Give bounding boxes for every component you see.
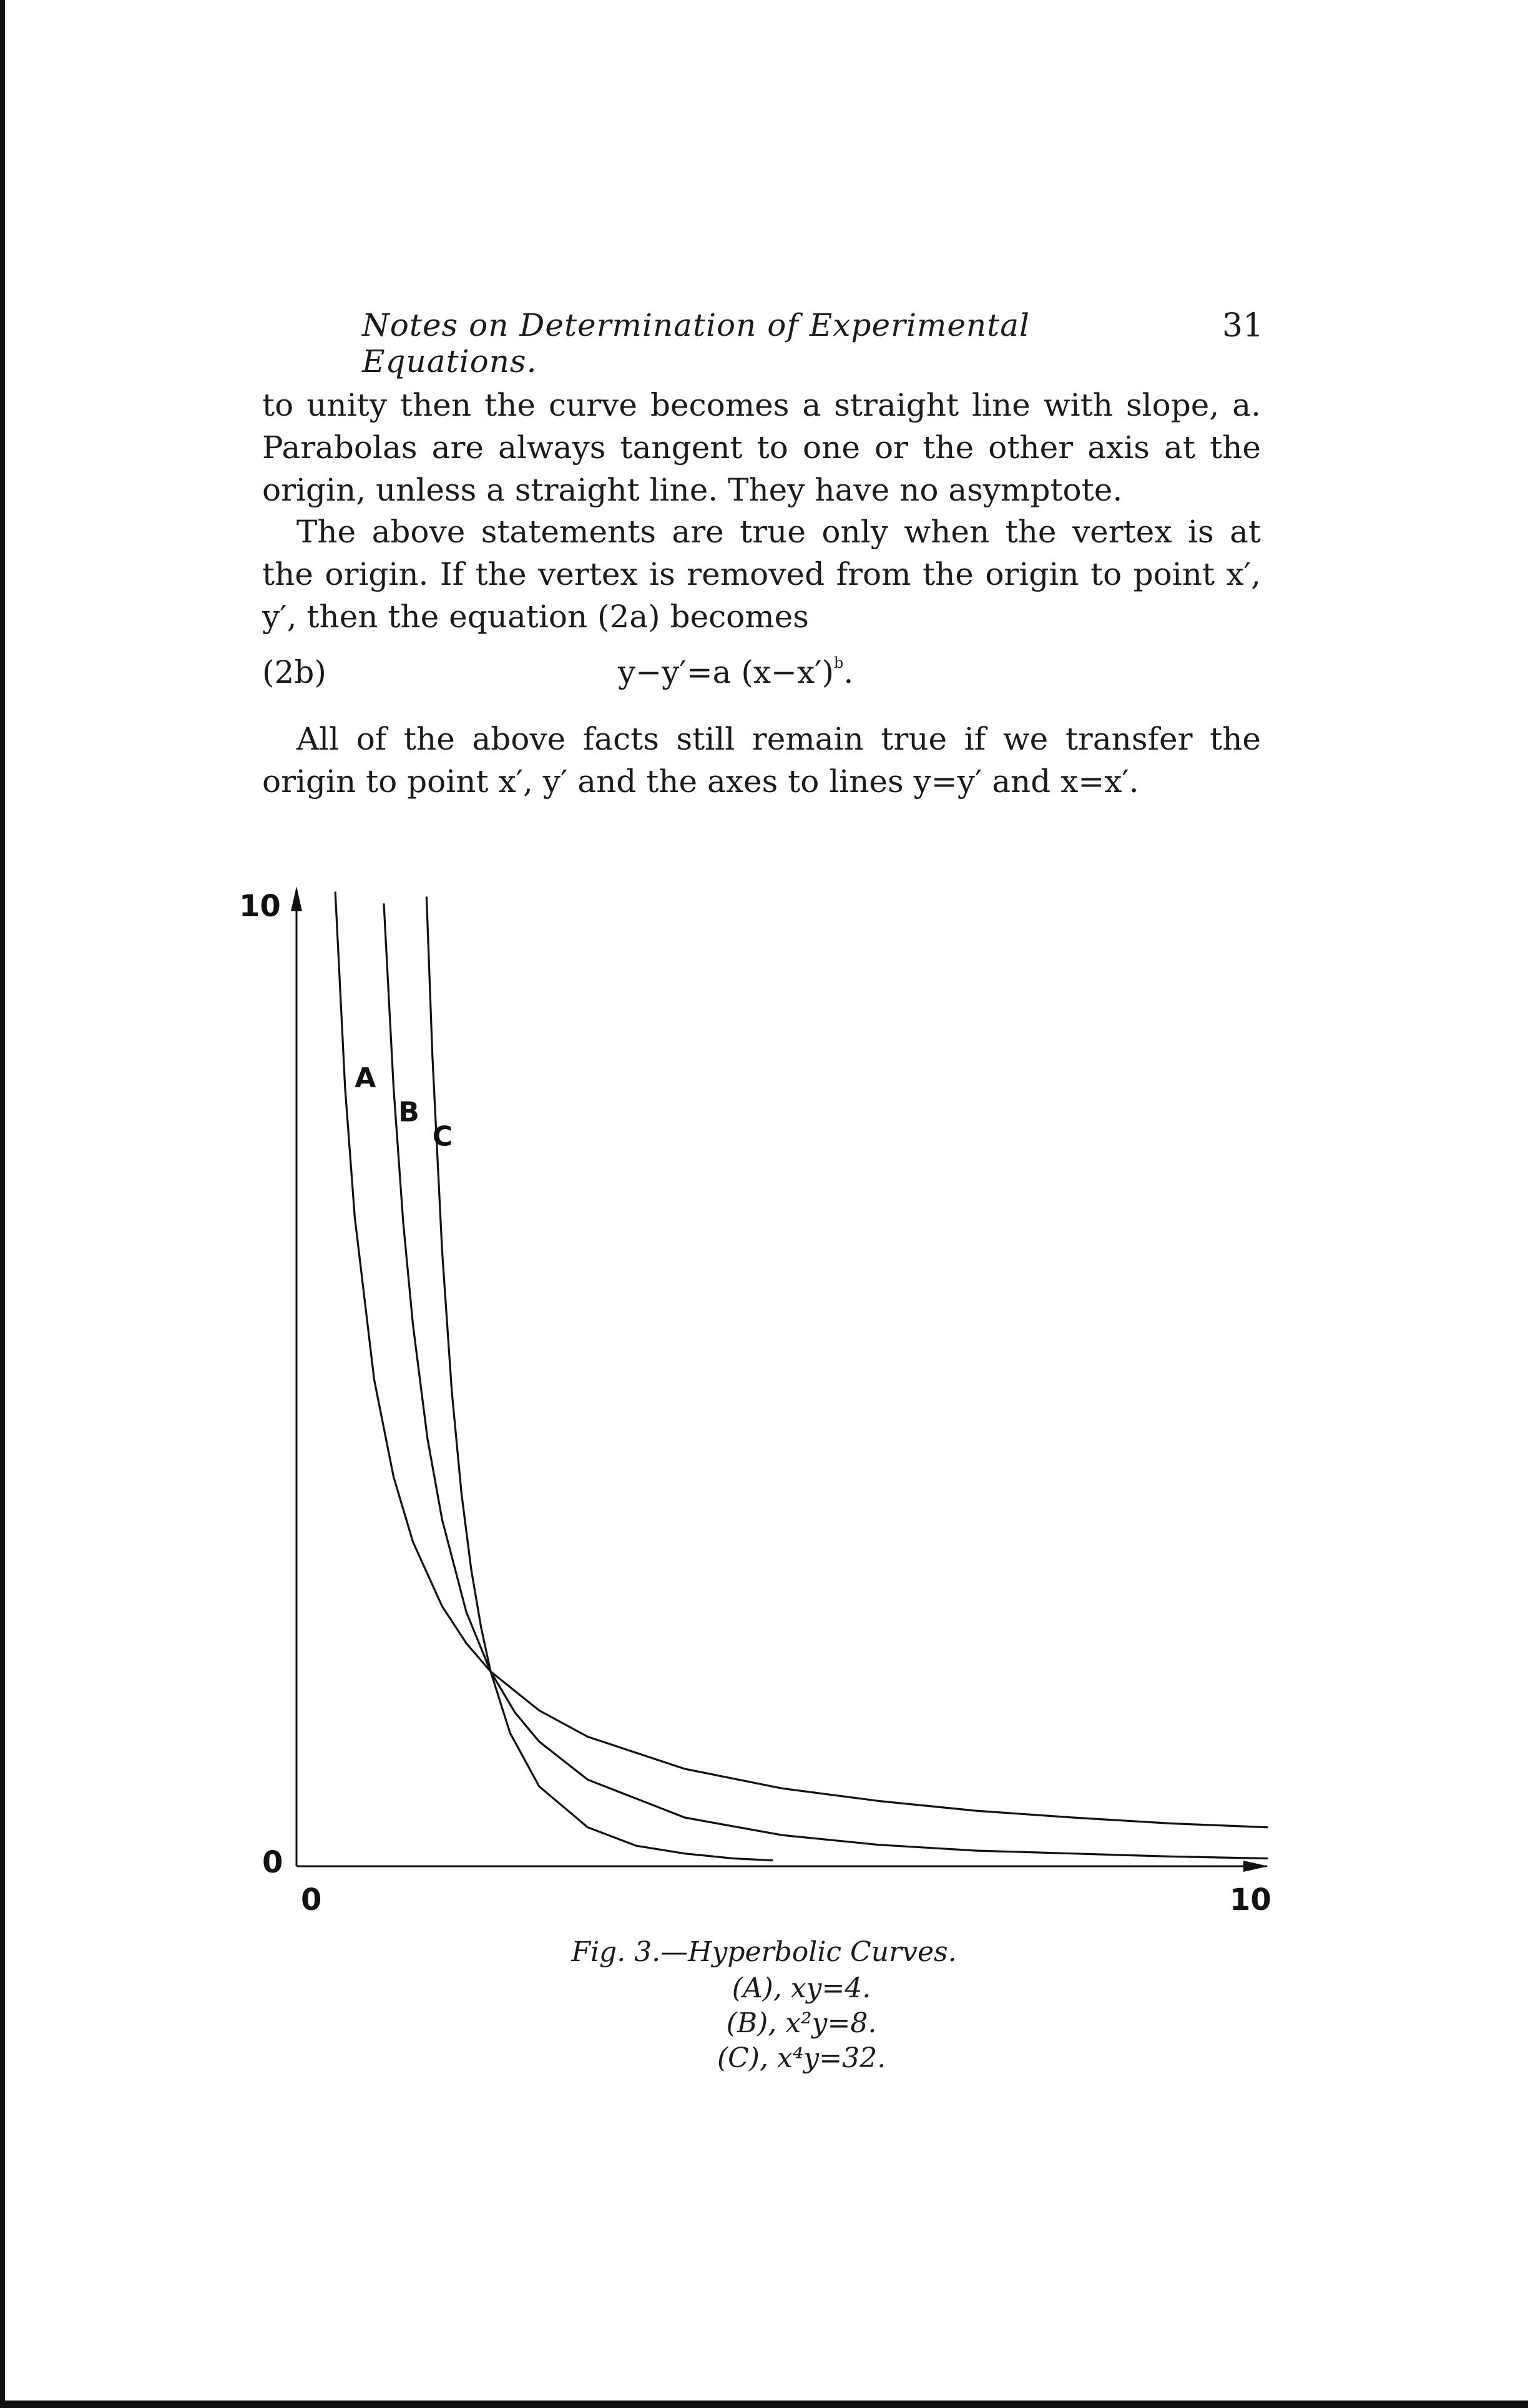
figure-caption-a: (A), xy=4.	[732, 1972, 871, 2004]
page-number: 31	[1222, 307, 1264, 345]
figure-caption-c: (C), x⁴y=32.	[717, 2042, 886, 2074]
y-tick-label-0: 0	[262, 1845, 283, 1880]
x-tick-label-0: 0	[301, 1882, 322, 1917]
curve-label-c: C	[432, 1120, 453, 1153]
figure-caption-b: (B), x²y=8.	[726, 2007, 877, 2039]
curves	[335, 893, 1267, 1861]
y-axis-arrow	[291, 886, 302, 911]
chart-labels	[239, 889, 1271, 1917]
curve-a	[335, 893, 1267, 1828]
equation-end: .	[843, 654, 854, 690]
paragraph-1: to unity then the curve becomes a straight line with slope, a. Parabolas are always tangent to one or the other axis at the origin, unless a straight line. They have no asymptote.	[262, 387, 1261, 508]
curve-b	[384, 904, 1267, 1859]
scan-border-bottom	[0, 2401, 1528, 2408]
x-axis-arrow	[1243, 1861, 1268, 1872]
equation-exponent: b	[834, 654, 844, 672]
curve-label-a: A	[355, 1062, 376, 1094]
paragraph-2: The above statements are true only when the vertex is at the origin. If the vertex is removed from the origin to point x′, y′, then the equation (2a) becomes	[262, 514, 1261, 635]
running-header: Notes on Determination of Experimental Equations.	[362, 307, 1031, 379]
y-tick-label-10: 10	[239, 889, 281, 924]
curve-c	[426, 898, 772, 1861]
equation-label: (2b)	[262, 654, 326, 690]
paragraph-3: All of the above facts still remain true if we transfer the origin to point x′, y′ and the axes to lines y=y′ and x=x′.	[262, 721, 1261, 800]
curve-label-b: B	[398, 1096, 419, 1128]
axes	[291, 886, 1268, 1872]
figure-caption-title: Fig. 3.—Hyperbolic Curves.	[571, 1936, 957, 1968]
equation-text: y−y′=a (x−x′)	[618, 654, 834, 690]
x-tick-label-10: 10	[1230, 1882, 1271, 1917]
